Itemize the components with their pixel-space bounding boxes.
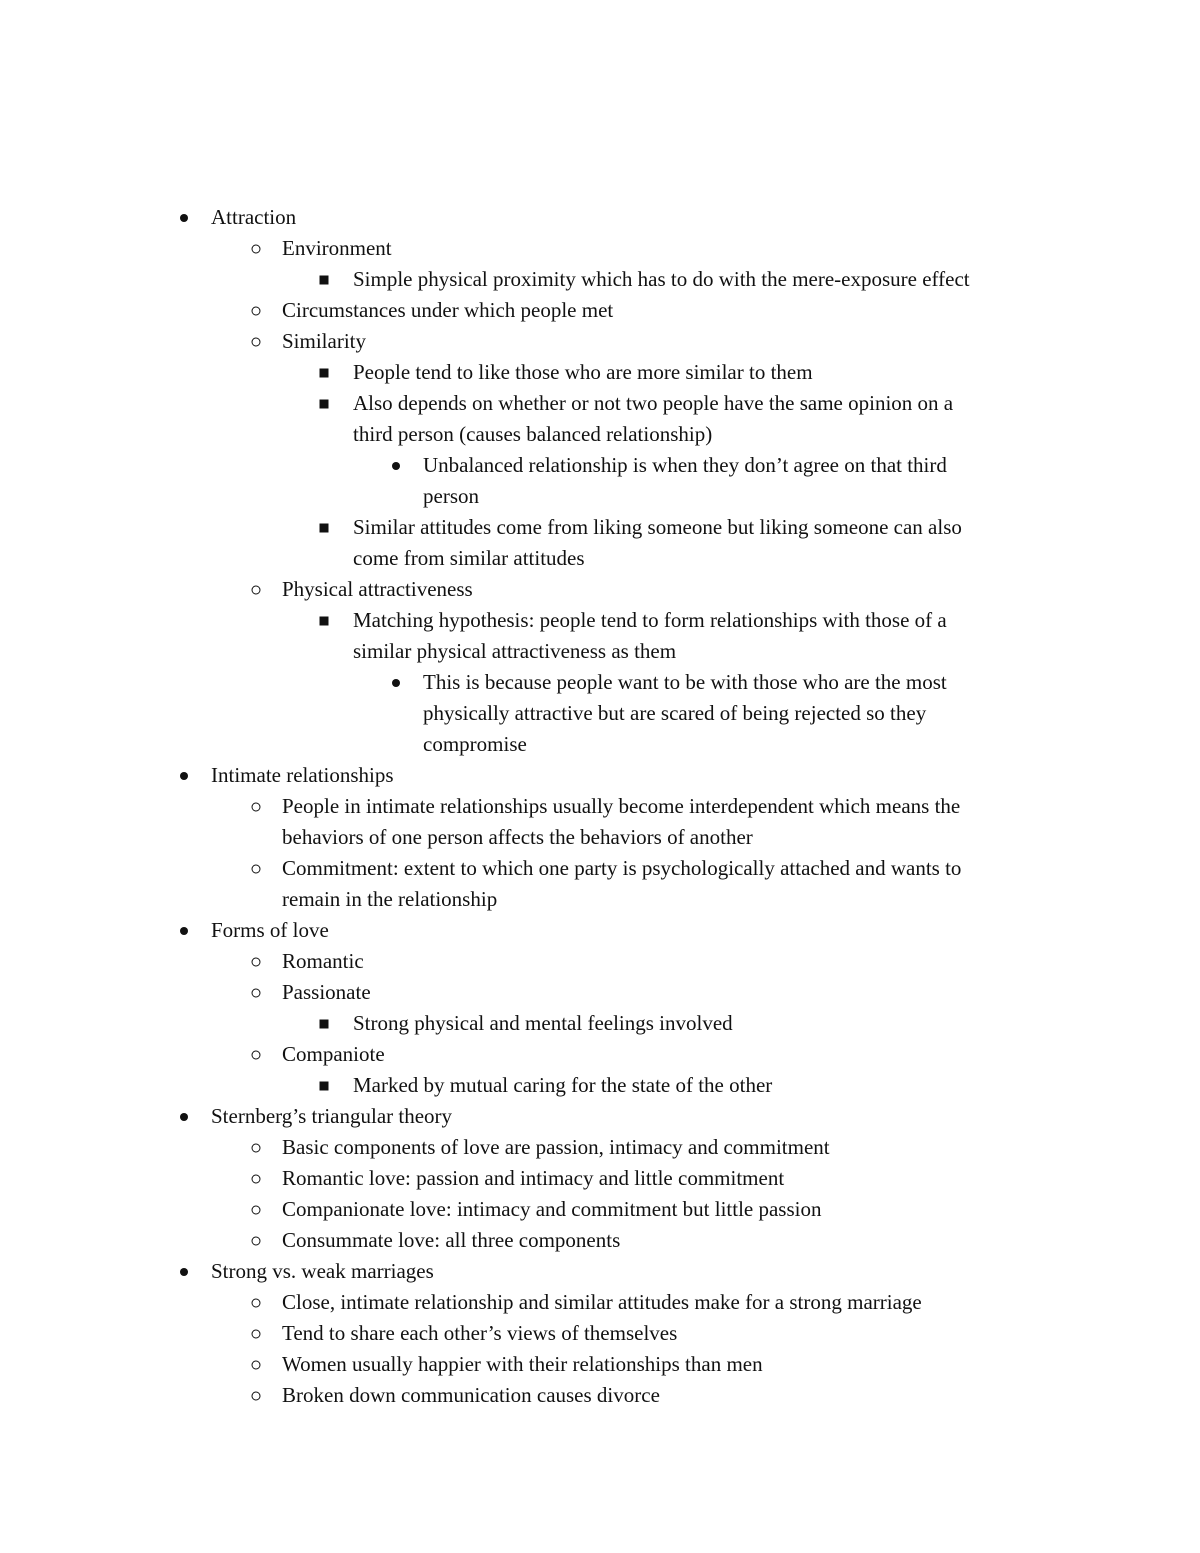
list-item-text: person <box>423 484 479 508</box>
bullet-circle-icon <box>249 1349 263 1380</box>
list-item-level-1 <box>0 853 1200 884</box>
list-item-text: Strong vs. weak marriages <box>211 1259 434 1283</box>
list-item-continuation <box>0 481 1200 512</box>
list-item-text: Marked by mutual caring for the state of the other <box>353 1073 773 1097</box>
list-item-text: Companiote <box>282 1042 385 1066</box>
list-item-text: Similarity <box>282 329 366 353</box>
list-item-text: Close, intimate relationship and similar attitudes make for a strong marriage <box>282 1290 922 1314</box>
list-item-continuation <box>0 636 1200 667</box>
list-item-level-2 <box>0 264 1200 295</box>
list-item-text: compromise <box>423 732 527 756</box>
bullet-square-icon <box>317 264 331 295</box>
list-item-continuation <box>0 729 1200 760</box>
list-item-level-2 <box>0 605 1200 636</box>
list-item-level-2 <box>0 1070 1200 1101</box>
list-item-level-1 <box>0 1287 1200 1318</box>
list-item-text: similar physical attractiveness as them <box>353 639 677 663</box>
bullet-disc-icon <box>177 1101 191 1132</box>
list-item-text: Similar attitudes come from liking someone but liking someone can also <box>353 515 962 539</box>
bullet-disc-icon <box>177 202 191 233</box>
list-item-text: third person (causes balanced relationship) <box>353 422 713 446</box>
list-item-level-1 <box>0 1163 1200 1194</box>
bullet-disc-icon <box>389 667 403 698</box>
list-item-text: This is because people want to be with those who are the most <box>423 670 947 694</box>
list-item-text: Physical attractiveness <box>282 577 473 601</box>
list-item-text: Unbalanced relationship is when they don’t agree on that third <box>423 453 947 477</box>
list-item-text: Tend to share each other’s views of themselves <box>282 1321 678 1345</box>
list-item-text: Environment <box>282 236 392 260</box>
list-item-level-0 <box>0 1256 1200 1287</box>
bullet-disc-icon <box>177 1256 191 1287</box>
list-item-text: Matching hypothesis: people tend to form relationships with those of a <box>353 608 947 632</box>
list-item-text: physically attractive but are scared of being rejected so they <box>423 701 927 725</box>
list-item-text: Circumstances under which people met <box>282 298 614 322</box>
list-item-level-0 <box>0 915 1200 946</box>
list-item-level-1 <box>0 1318 1200 1349</box>
list-item-level-1 <box>0 574 1200 605</box>
bullet-circle-icon <box>249 1225 263 1256</box>
bullet-square-icon <box>317 1008 331 1039</box>
list-item-level-1 <box>0 1225 1200 1256</box>
bullet-circle-icon <box>249 977 263 1008</box>
list-item-level-2 <box>0 1008 1200 1039</box>
list-item-text: Intimate relationships <box>211 763 394 787</box>
list-item-continuation <box>0 698 1200 729</box>
list-item-text: Sternberg’s triangular theory <box>211 1104 453 1128</box>
list-item-level-3 <box>0 450 1200 481</box>
bullet-circle-icon <box>249 946 263 977</box>
list-item-text: Romantic <box>282 949 364 973</box>
list-item-text: Broken down communication causes divorce <box>282 1383 660 1407</box>
list-item-level-0 <box>0 1101 1200 1132</box>
list-item-level-1 <box>0 1132 1200 1163</box>
list-item-level-2 <box>0 357 1200 388</box>
bullet-square-icon <box>317 388 331 419</box>
list-item-level-0 <box>0 760 1200 791</box>
list-item-level-1 <box>0 791 1200 822</box>
bullet-circle-icon <box>249 1287 263 1318</box>
list-item-level-0 <box>0 202 1200 233</box>
bullet-square-icon <box>317 357 331 388</box>
list-item-text: Forms of love <box>211 918 329 942</box>
list-item-level-1 <box>0 326 1200 357</box>
bullet-circle-icon <box>249 1194 263 1225</box>
bullet-disc-icon <box>389 450 403 481</box>
list-item-level-1 <box>0 1194 1200 1225</box>
list-item-level-1 <box>0 233 1200 264</box>
bullet-disc-icon <box>177 915 191 946</box>
bullet-circle-icon <box>249 1132 263 1163</box>
list-item-level-2 <box>0 512 1200 543</box>
bullet-disc-icon <box>177 760 191 791</box>
list-item-continuation <box>0 822 1200 853</box>
list-item-text: Companionate love: intimacy and commitment but little passion <box>282 1197 822 1221</box>
list-item-level-1 <box>0 946 1200 977</box>
list-item-text: Consummate love: all three components <box>282 1228 621 1252</box>
bullet-square-icon <box>317 1070 331 1101</box>
list-item-text: Romantic love: passion and intimacy and little commitment <box>282 1166 785 1190</box>
list-item-text: remain in the relationship <box>282 887 498 911</box>
list-item-text: Basic components of love are passion, intimacy and commitment <box>282 1135 830 1159</box>
list-item-continuation <box>0 419 1200 450</box>
notes-outline <box>0 202 1200 1411</box>
bullet-circle-icon <box>249 853 263 884</box>
list-item-text: Also depends on whether or not two people have the same opinion on a <box>353 391 954 415</box>
bullet-circle-icon <box>249 326 263 357</box>
list-item-level-1 <box>0 1380 1200 1411</box>
list-item-level-1 <box>0 1039 1200 1070</box>
list-item-text: People in intimate relationships usually become interdependent which means the <box>282 794 961 818</box>
bullet-circle-icon <box>249 233 263 264</box>
list-item-text: Women usually happier with their relationships than men <box>282 1352 763 1376</box>
list-item-continuation <box>0 543 1200 574</box>
bullet-circle-icon <box>249 791 263 822</box>
list-item-continuation <box>0 884 1200 915</box>
list-item-text: behaviors of one person affects the behaviors of another <box>282 825 753 849</box>
bullet-circle-icon <box>249 295 263 326</box>
list-item-level-1 <box>0 295 1200 326</box>
bullet-square-icon <box>317 512 331 543</box>
list-item-level-2 <box>0 388 1200 419</box>
bullet-circle-icon <box>249 574 263 605</box>
list-item-level-1 <box>0 1349 1200 1380</box>
list-item-text: People tend to like those who are more similar to them <box>353 360 813 384</box>
bullet-circle-icon <box>249 1318 263 1349</box>
list-item-text: Strong physical and mental feelings involved <box>353 1011 733 1035</box>
bullet-square-icon <box>317 605 331 636</box>
list-item-text: Attraction <box>211 205 297 229</box>
list-item-text: Simple physical proximity which has to do with the mere-exposure effect <box>353 267 970 291</box>
bullet-circle-icon <box>249 1163 263 1194</box>
list-item-level-1 <box>0 977 1200 1008</box>
list-item-level-3 <box>0 667 1200 698</box>
bullet-circle-icon <box>249 1380 263 1411</box>
list-item-text: Passionate <box>282 980 371 1004</box>
list-item-text: Commitment: extent to which one party is psychologically attached and wants to <box>282 856 962 880</box>
bullet-circle-icon <box>249 1039 263 1070</box>
list-item-text: come from similar attitudes <box>353 546 585 570</box>
